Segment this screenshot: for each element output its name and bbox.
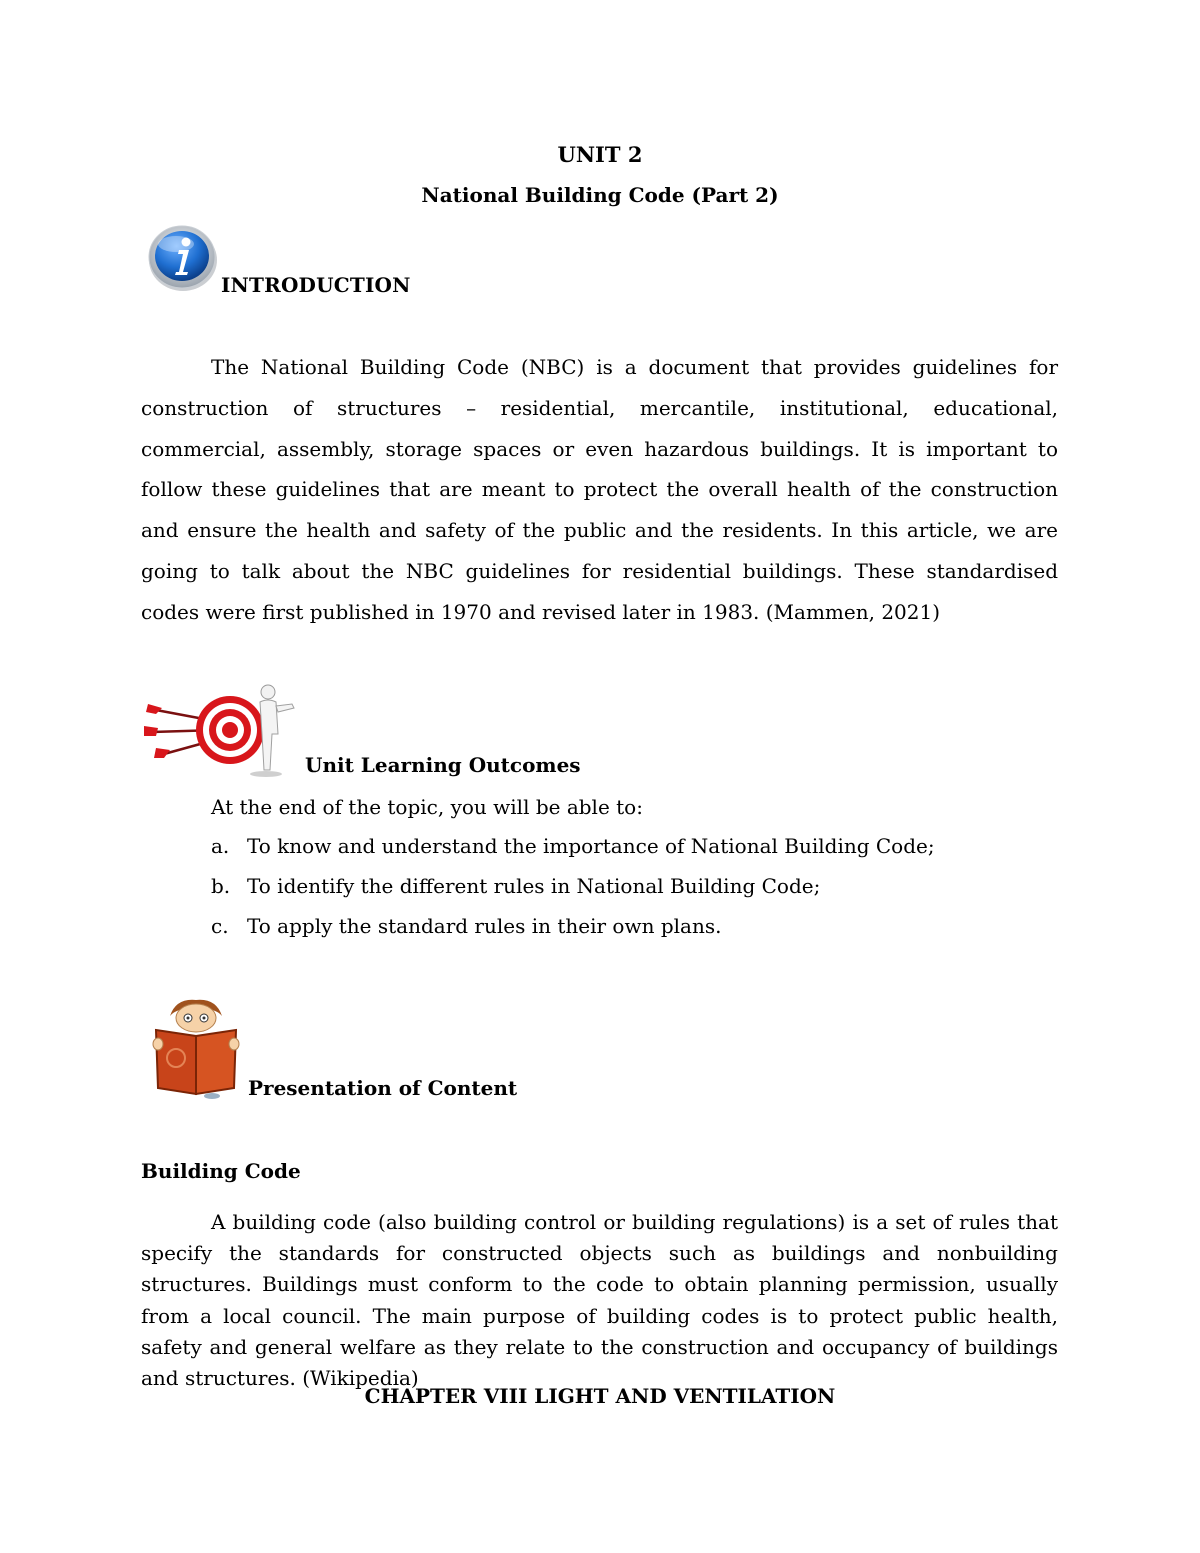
list-text: To know and understand the importance of National Building Code; — [247, 834, 935, 858]
chapter-heading: CHAPTER VIII LIGHT AND VENTILATION — [364, 1384, 836, 1408]
building-code-heading: Building Code — [141, 1159, 301, 1183]
introduction-paragraph: The National Building Code (NBC) is a document that provides guidelines for construction of structures – residential, mercantile, institutional, educational, commercial, assembly, storage spaces or even hazardous buildings. It is important to follow these guidelines that are meant to protect the overall health of the construction and ensure the health and safety of the public and the residents. In this article, we are going to talk about the NBC guidelines for residential buildings. These standardised codes were first published in 1970 and revised later in 1983. (Mammen, 2021) — [141, 355, 1058, 624]
target-icon — [142, 680, 300, 780]
list-text: To apply the standard rules in their own plans. — [247, 914, 722, 938]
unit-title: UNIT 2 — [557, 142, 643, 167]
list-text: To identify the different rules in National Building Code; — [247, 874, 821, 898]
learning-outcomes-heading: Unit Learning Outcomes — [305, 753, 581, 777]
list-item — [211, 834, 935, 874]
list-item — [211, 874, 935, 914]
info-icon — [146, 222, 220, 294]
reader-icon — [150, 996, 242, 1100]
list-marker: a. — [211, 834, 230, 858]
learning-outcomes-intro: At the end of the topic, you will be able to: — [211, 795, 643, 819]
list-marker: b. — [211, 874, 231, 898]
building-code-paragraph: A building code (also building control or building regulations) is a set of rules that specify the standards for constructed objects such as buildings and nonbuilding structures. Buildings must conform to the code to obtain planning permission, usually from a local council. The main purpose of building codes is to protect public health, safety and general welfare as they relate to the construction and occupancy of buildings and structures. (Wikipedia) — [141, 1210, 1058, 1391]
list-item — [211, 914, 935, 954]
list-marker: c. — [211, 914, 229, 938]
page-subtitle: National Building Code (Part 2) — [421, 183, 779, 207]
introduction-heading: INTRODUCTION — [221, 273, 411, 297]
learning-outcomes-list — [211, 834, 935, 954]
presentation-heading: Presentation of Content — [248, 1076, 518, 1100]
